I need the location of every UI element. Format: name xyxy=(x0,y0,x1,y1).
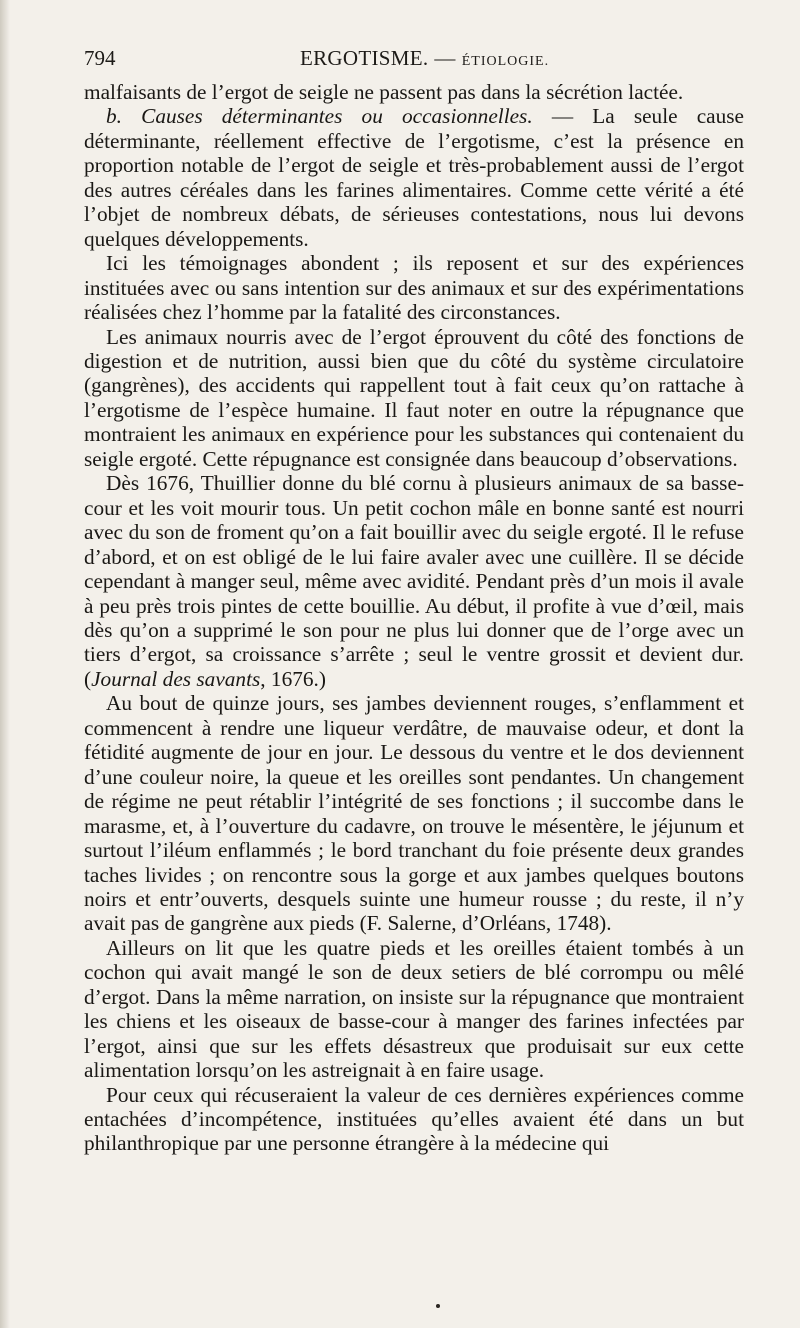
running-head-title: ERGOTISME. xyxy=(300,46,429,70)
page-mark xyxy=(436,1304,440,1308)
running-head-separator: — xyxy=(434,46,456,70)
subsection-heading: Causes déterminantes ou occasionnelles. xyxy=(141,104,533,129)
paragraph-8: Pour ceux qui récuseraient la valeur de ces dernières expériences comme entachées d’incompétence, instituées qu’elles avaient été dans un but philanthropique par une personne étrangère à la médecine qui xyxy=(84,1082,744,1156)
gutter-shadow xyxy=(0,0,10,1328)
paragraph-4: Les animaux nourris avec de l’ergot éprouvent du côté des fonctions de digestion et de nutrition, aussi bien que du côté du système circulatoire (gangrènes), des accidents qui rappellent tout à fait ceux qu’on rattache à l’ergotisme de l’espèce humaine. Il faut noter en outre la répugnance que montraient les animaux en expérience pour les substances qui contenaient du seigle ergoté. Cette répugnance est consignée dans beaucoup d’observations. xyxy=(84,324,744,471)
page-header xyxy=(84,46,744,76)
paragraph-7: Ailleurs on lit que les quatre pieds et les oreilles étaient tombés à un cochon qui avait mangé le son de deux setiers de blé corrompu ou mêlé d’ergot. Dans la même narration, on insiste sur la répugnance que montraient les chiens et les oiseaux de basse-cour à manger des farines infectées par l’ergot, ainsi que sur les effets désastreux que produisait sur eux cette alimentation lorsqu’on les astreignait à en faire usage. xyxy=(84,935,744,1083)
running-head xyxy=(300,46,549,71)
paragraph-3: Ici les témoignages abondent ; ils reposent et sur des expériences instituées avec ou sans intention sur des animaux et sur des expérimentations réalisées chez l’homme par la fatalité des circonstances. xyxy=(84,251,744,325)
paragraph-2-text: — La seule cause déterminante, réellement effective de l’ergotisme, c’est la présence en proportion notable de l’ergot de seigle et très-probablement aussi de l’ergot des autres céréales dans les farines alimentaires. Comme cette vérité a été l’objet de nombreux débats, de sérieuses contestations, nous lui devons quelques développements. xyxy=(84,104,744,251)
paragraph-5 xyxy=(84,471,744,691)
page-number: 794 xyxy=(84,46,116,70)
subsection-label: b. xyxy=(106,104,122,129)
paragraph-5-text: Dès 1676, Thuillier donne du blé cornu à plusieurs animaux de sa basse-cour et les voit mourir tous. Un petit cochon mâle en bonne santé est nourri avec du son de froment qu’on a fait bouillir avec du seigle ergoté. Il le refuse d’abord, et on est obligé de le lui faire avaler avec une cuillère. Il se décide cependant à manger seul, même avec avidité. Pendant près d’un mois il avale à peu près trois pintes de cette bouillie. Au début, il profite à vue d’œil, mais dès qu’on a supprimé le son pour ne plus lui donner que de l’orge avec un tiers d’ergot, sa croissance s’arrête ; seul le ventre grossit et devient dur. ( xyxy=(84,471,744,691)
paragraph-1: malfaisants de l’ergot de seigle ne passent pas dans la sécrétion lactée. xyxy=(84,80,684,104)
paragraph-2 xyxy=(84,104,744,251)
paragraph-5-end: , 1676.) xyxy=(260,666,326,691)
citation-title: Journal des savants xyxy=(91,666,261,691)
paragraph-6: Au bout de quinze jours, ses jambes deviennent rouges, s’enflamment et commencent à rendre une liqueur verdâtre, de mauvaise odeur, et dont la fétidité augmente de jour en jour. Le dessous du ventre et le dos deviennent d’une couleur noire, la queue et les oreilles sont pendantes. Un changement de régime ne peut rétablir l’intégrité de ses fonctions ; il succombe dans le marasme, et, à l’ouverture du cadavre, on trouve le mésentère, le jéjunum et surtout l’iléum enflammés ; le bord tranchant du foie présente deux grandes taches livides ; on rencontre sous la gorge et aux jambes quelques boutons noirs et entr’ouverts, desquels suinte une humeur rousse ; du reste, il n’y avait pas de gangrène aux pieds (F. Salerne, d’Orléans, 1748). xyxy=(84,691,744,936)
body-text xyxy=(84,80,744,1156)
running-head-section: ÉTIOLOGIE. xyxy=(461,54,550,69)
